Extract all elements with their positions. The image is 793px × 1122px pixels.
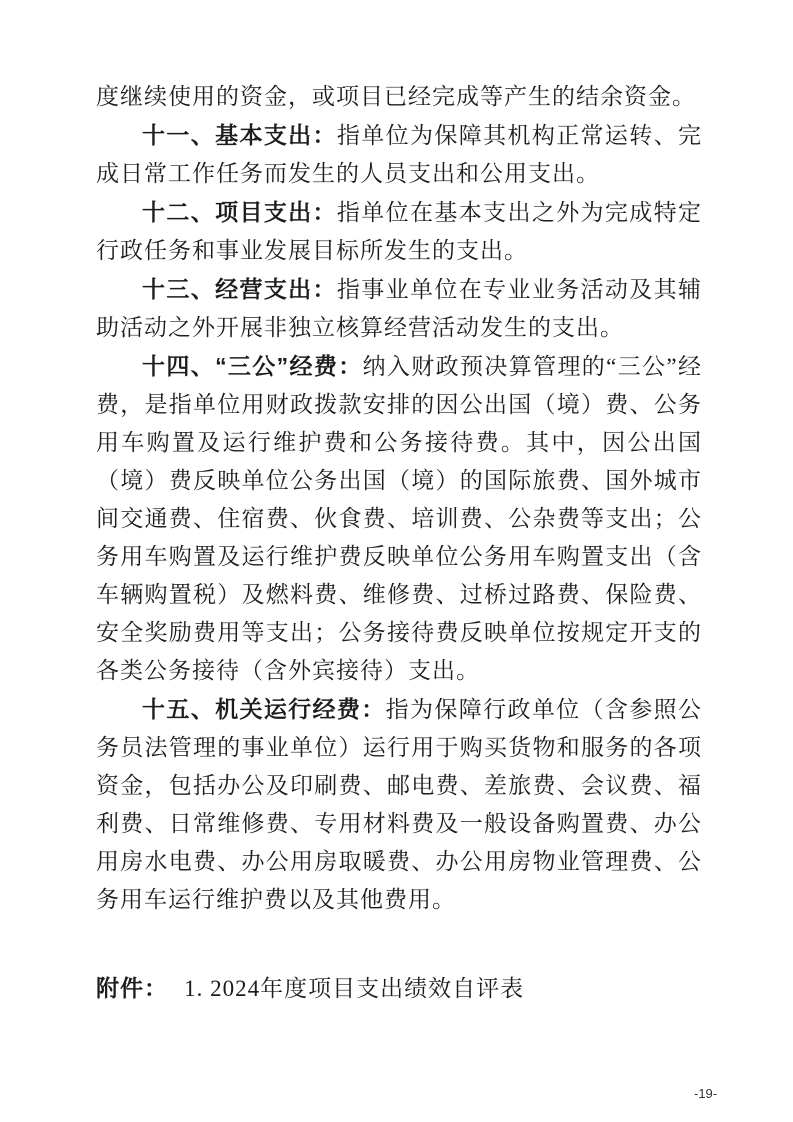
paragraph-heading: 十五、机关运行经费： xyxy=(142,696,386,722)
attachment-text: 1. 2024年度项目支出绩效自评表 xyxy=(184,976,525,1001)
paragraph-heading: 十三、经营支出： xyxy=(142,276,337,302)
paragraph-text: 指单位为保障其机构正常运转、完成日常工作任务而发生的人员支出和公用支出。 xyxy=(96,123,703,186)
paragraph-text: 指事业单位在专业业务活动及其辅助活动之外开展非独立核算经营活动发生的支出。 xyxy=(96,277,703,340)
attachment-line xyxy=(96,969,702,1008)
paragraph-item-15 xyxy=(96,690,702,919)
paragraph-text: 度继续使用的资金，或项目已经完成等产生的结余资金。 xyxy=(96,84,696,109)
attachment-label: 附件： xyxy=(96,975,168,1001)
paragraph-text: 指为保障行政单位（含参照公务员法管理的事业单位）运行用于购买货物和服务的各项资金，包括办公及印刷费、邮电费、差旅费、会议费、福利费、日常维修费、专用材料费及一般设备购置费、办公用房水电费、办公用房取暖费、办公用房物业管理费、公务用车运行维护费以及其他费用。 xyxy=(96,697,703,912)
paragraph-item-14 xyxy=(96,347,702,690)
paragraph-item-11 xyxy=(96,116,702,193)
paragraph-heading: 十四、“三公”经费： xyxy=(142,353,363,379)
paragraph-item-13 xyxy=(96,270,702,347)
paragraph-continuation xyxy=(96,78,702,116)
paragraph-heading: 十二、项目支出： xyxy=(142,199,337,225)
page-number: -19- xyxy=(694,1086,718,1101)
paragraph-heading: 十一、基本支出： xyxy=(142,122,337,148)
paragraph-text: 指单位在基本支出之外为完成特定行政任务和事业发展目标所发生的支出。 xyxy=(96,200,703,263)
paragraph-text: 纳入财政预决算管理的“三公”经费，是指单位用财政拨款安排的因公出国（境）费、公务用车购置及运行维护费和公务接待费。其中，因公出国（境）费反映单位公务出国（境）的国际旅费、国外城市间交通费、住宿费、伙食费、培训费、公杂费等支出；公务用车购置及运行维护费反映单位公务用车购置支出（含车辆购置税）及燃料费、维修费、过桥过路费、保险费、安全奖励费用等支出；公务接待费反映单位按规定开支的各类公务接待（含外宾接待）支出。 xyxy=(96,354,702,683)
paragraph-item-12 xyxy=(96,193,702,270)
document-body xyxy=(96,78,702,1008)
